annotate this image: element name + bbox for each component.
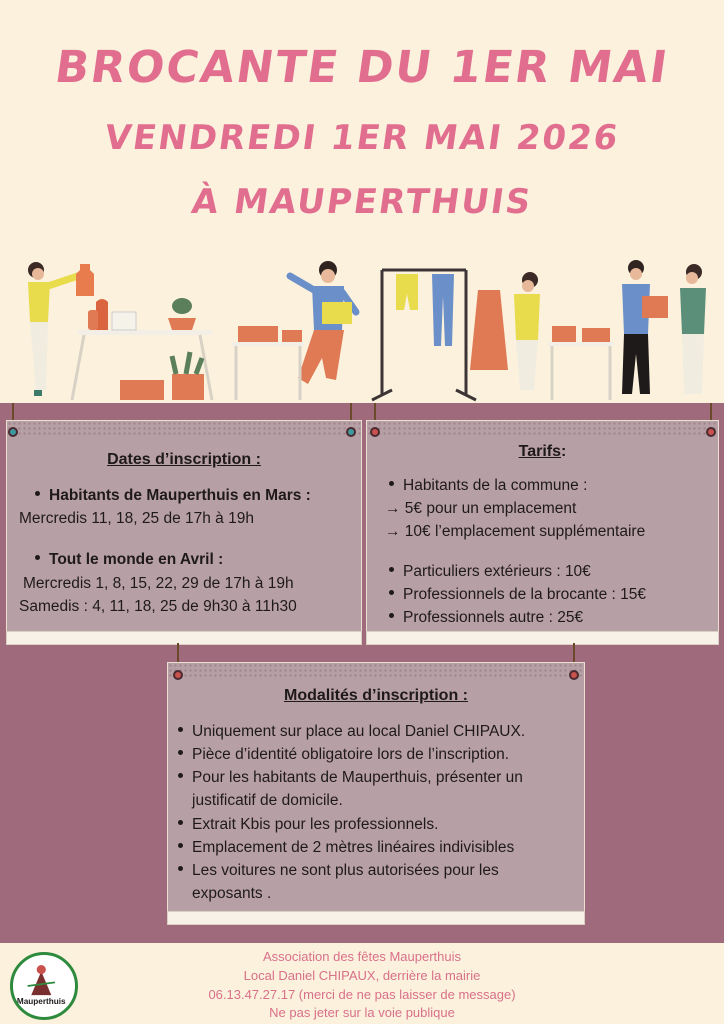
bullet [389,590,394,595]
pin [8,427,18,437]
poster-title: BROCANTE DU 1ER MAI [51,42,673,93]
modalite-item-3-cont: justificatif de domicile. [192,792,343,809]
residents-line-1: → 5€ pour un emplacement [385,500,577,517]
bullet [389,613,394,618]
group1-line: Mercredis 11, 18, 25 de 17h à 19h [19,510,254,527]
card-shelf [366,631,719,645]
group1-title: Habitants de Mauperthuis en Mars : [35,487,311,505]
flea-market-illustration [0,250,724,406]
seller-dress-figure [470,272,540,390]
pin [370,427,380,437]
dates-card [6,420,362,632]
footer-address: Local Daniel CHIPAUX, derrière la mairie [243,968,481,983]
footer-association: Association des fêtes Mauperthuis [263,949,461,964]
card-shelf [6,631,362,645]
vases [76,264,108,330]
tarifs-heading: Tarifs: [518,443,567,460]
modalite-item-5: Emplacement de 2 mètres linéaires indivisibles [178,839,514,857]
dates-heading: Dates d’inscription : [107,451,261,468]
bullet [35,555,40,560]
bullet [178,750,183,755]
bullet [389,481,394,486]
pin [569,670,579,680]
pin [173,670,183,680]
group2-line-2: Samedis : 4, 11, 18, 25 de 9h30 à 11h30 [19,598,297,615]
couple-figures [622,260,706,394]
modalite-item-6: Les voitures ne sont plus autorisées pour les [178,862,499,880]
bullet [178,866,183,871]
modalites-card [167,662,585,912]
modalite-item-1: Uniquement sur place au local Daniel CHIPAUX. [178,723,525,741]
card-texture [7,421,361,437]
bullet [178,727,183,732]
tarif-item-3: Professionnels autre : 25€ [389,609,583,627]
residents-line-2: → 10€ l’emplacement supplémentaire [385,523,646,540]
card-shelf [167,911,585,925]
footer [0,943,724,1024]
card-texture [168,663,584,679]
bullet [178,843,183,848]
clothes-rack [372,270,476,400]
svg-text:Mauperthuis: Mauperthuis [16,997,66,1007]
modalite-item-6-cont: exposants . [192,885,272,902]
modalites-heading: Modalités d’inscription : [283,687,468,704]
group2-line-1: Mercredis 1, 8, 15, 22, 29 de 17h à 19h [23,575,294,592]
bullet [35,491,40,496]
event-place: À MAUPERTHUIS [189,182,535,222]
group2-title: Tout le monde en Avril : [35,551,223,569]
center-table [232,326,304,400]
tarif-item-2: Professionnels de la brocante : 15€ [389,586,646,604]
modalite-item-3: Pour les habitants de Mauperthuis, présenter un [178,769,523,787]
event-date: VENDREDI 1ER MAI 2026 [101,118,623,158]
modalite-item-4: Extrait Kbis pour les professionnels. [178,816,438,834]
footer-notice: Ne pas jeter sur la voie publique [269,1005,455,1020]
pin [706,427,716,437]
association-logo [10,952,78,1020]
tarif-item-1: Particuliers extérieurs : 10€ [389,563,591,581]
tarifs-card [366,420,719,632]
seller-left-figure [28,262,78,396]
right-table [548,326,614,400]
bullet [178,773,183,778]
pin [346,427,356,437]
modalite-item-2: Pièce d’identité obligatoire lors de l’inscription. [178,746,509,764]
residents-title: Habitants de la commune : [389,477,587,495]
card-texture [367,421,718,437]
bullet [178,820,183,825]
logo-graphic [13,955,75,1017]
footer-phone: 06.13.47.27.17 (merci de ne pas laisser de message) [208,987,516,1002]
bullet [389,567,394,572]
